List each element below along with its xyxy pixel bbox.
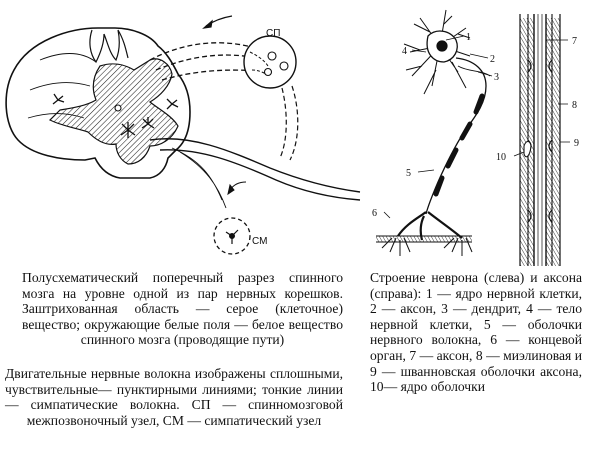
spinal-ganglion: [244, 36, 296, 88]
neuron-label-1: 1: [466, 32, 471, 43]
median-fissure: [90, 30, 128, 62]
neuron-label-5: 5: [406, 168, 411, 179]
ventral-root-motor: [150, 139, 360, 192]
sensory-arrowhead: [204, 21, 212, 28]
gray-matter: [50, 59, 178, 164]
caption-left-section: Полусхематический поперечный разрез спинного мозга на уровне одной из пар нервных корешков. Заштрихованная область — серое (клеточное) вещество; окружающие белые поля — белое вещество спинного мозга (проводящие пути): [22, 270, 343, 348]
axon-label-7: 7: [572, 36, 577, 47]
neuron-diagram: [376, 10, 492, 256]
neuron-label-6: 6: [372, 208, 377, 219]
neuron-label-4: 4: [402, 46, 407, 57]
axon-label-10: 10: [496, 152, 506, 163]
myelin-segments: [436, 96, 482, 194]
caption-right-neuron: Строение неврона (слева) и аксона (справа): 1 — ядро нервной клетки, 2 — аксон, 3 — дендрит, 4 — тело нервной клетки, 5 — оболочки нервного волокна, 6 — концевой орган, 7 — аксон, 8 — миэлиновая и 9 — шванновская оболочки аксона, 10— ядро оболочки: [370, 270, 582, 395]
axon-section-diagram: [514, 14, 570, 266]
axon-label-8: 8: [572, 100, 577, 111]
dendrite-right: [458, 66, 490, 76]
spinal-cord-diagram: [6, 16, 360, 254]
axon-core: [534, 14, 546, 266]
neuron-label-3: 3: [494, 72, 499, 83]
neuron-label-2: 2: [490, 54, 495, 65]
label-sympathetic-ganglion: СМ: [252, 236, 268, 247]
nucleus: [437, 41, 447, 51]
label-spinal-ganglion: СП: [266, 28, 281, 39]
axon-label-9: 9: [574, 138, 579, 149]
central-canal: [115, 105, 121, 111]
caption-left-fibers: Двигательные нервные волокна изображены сплошными, чувствительные— пунктирными линиями; тонкие линии — симпатические волокна. СП — спинномозговой межпозвоночный узел, СМ — симпатический узел: [5, 366, 343, 428]
